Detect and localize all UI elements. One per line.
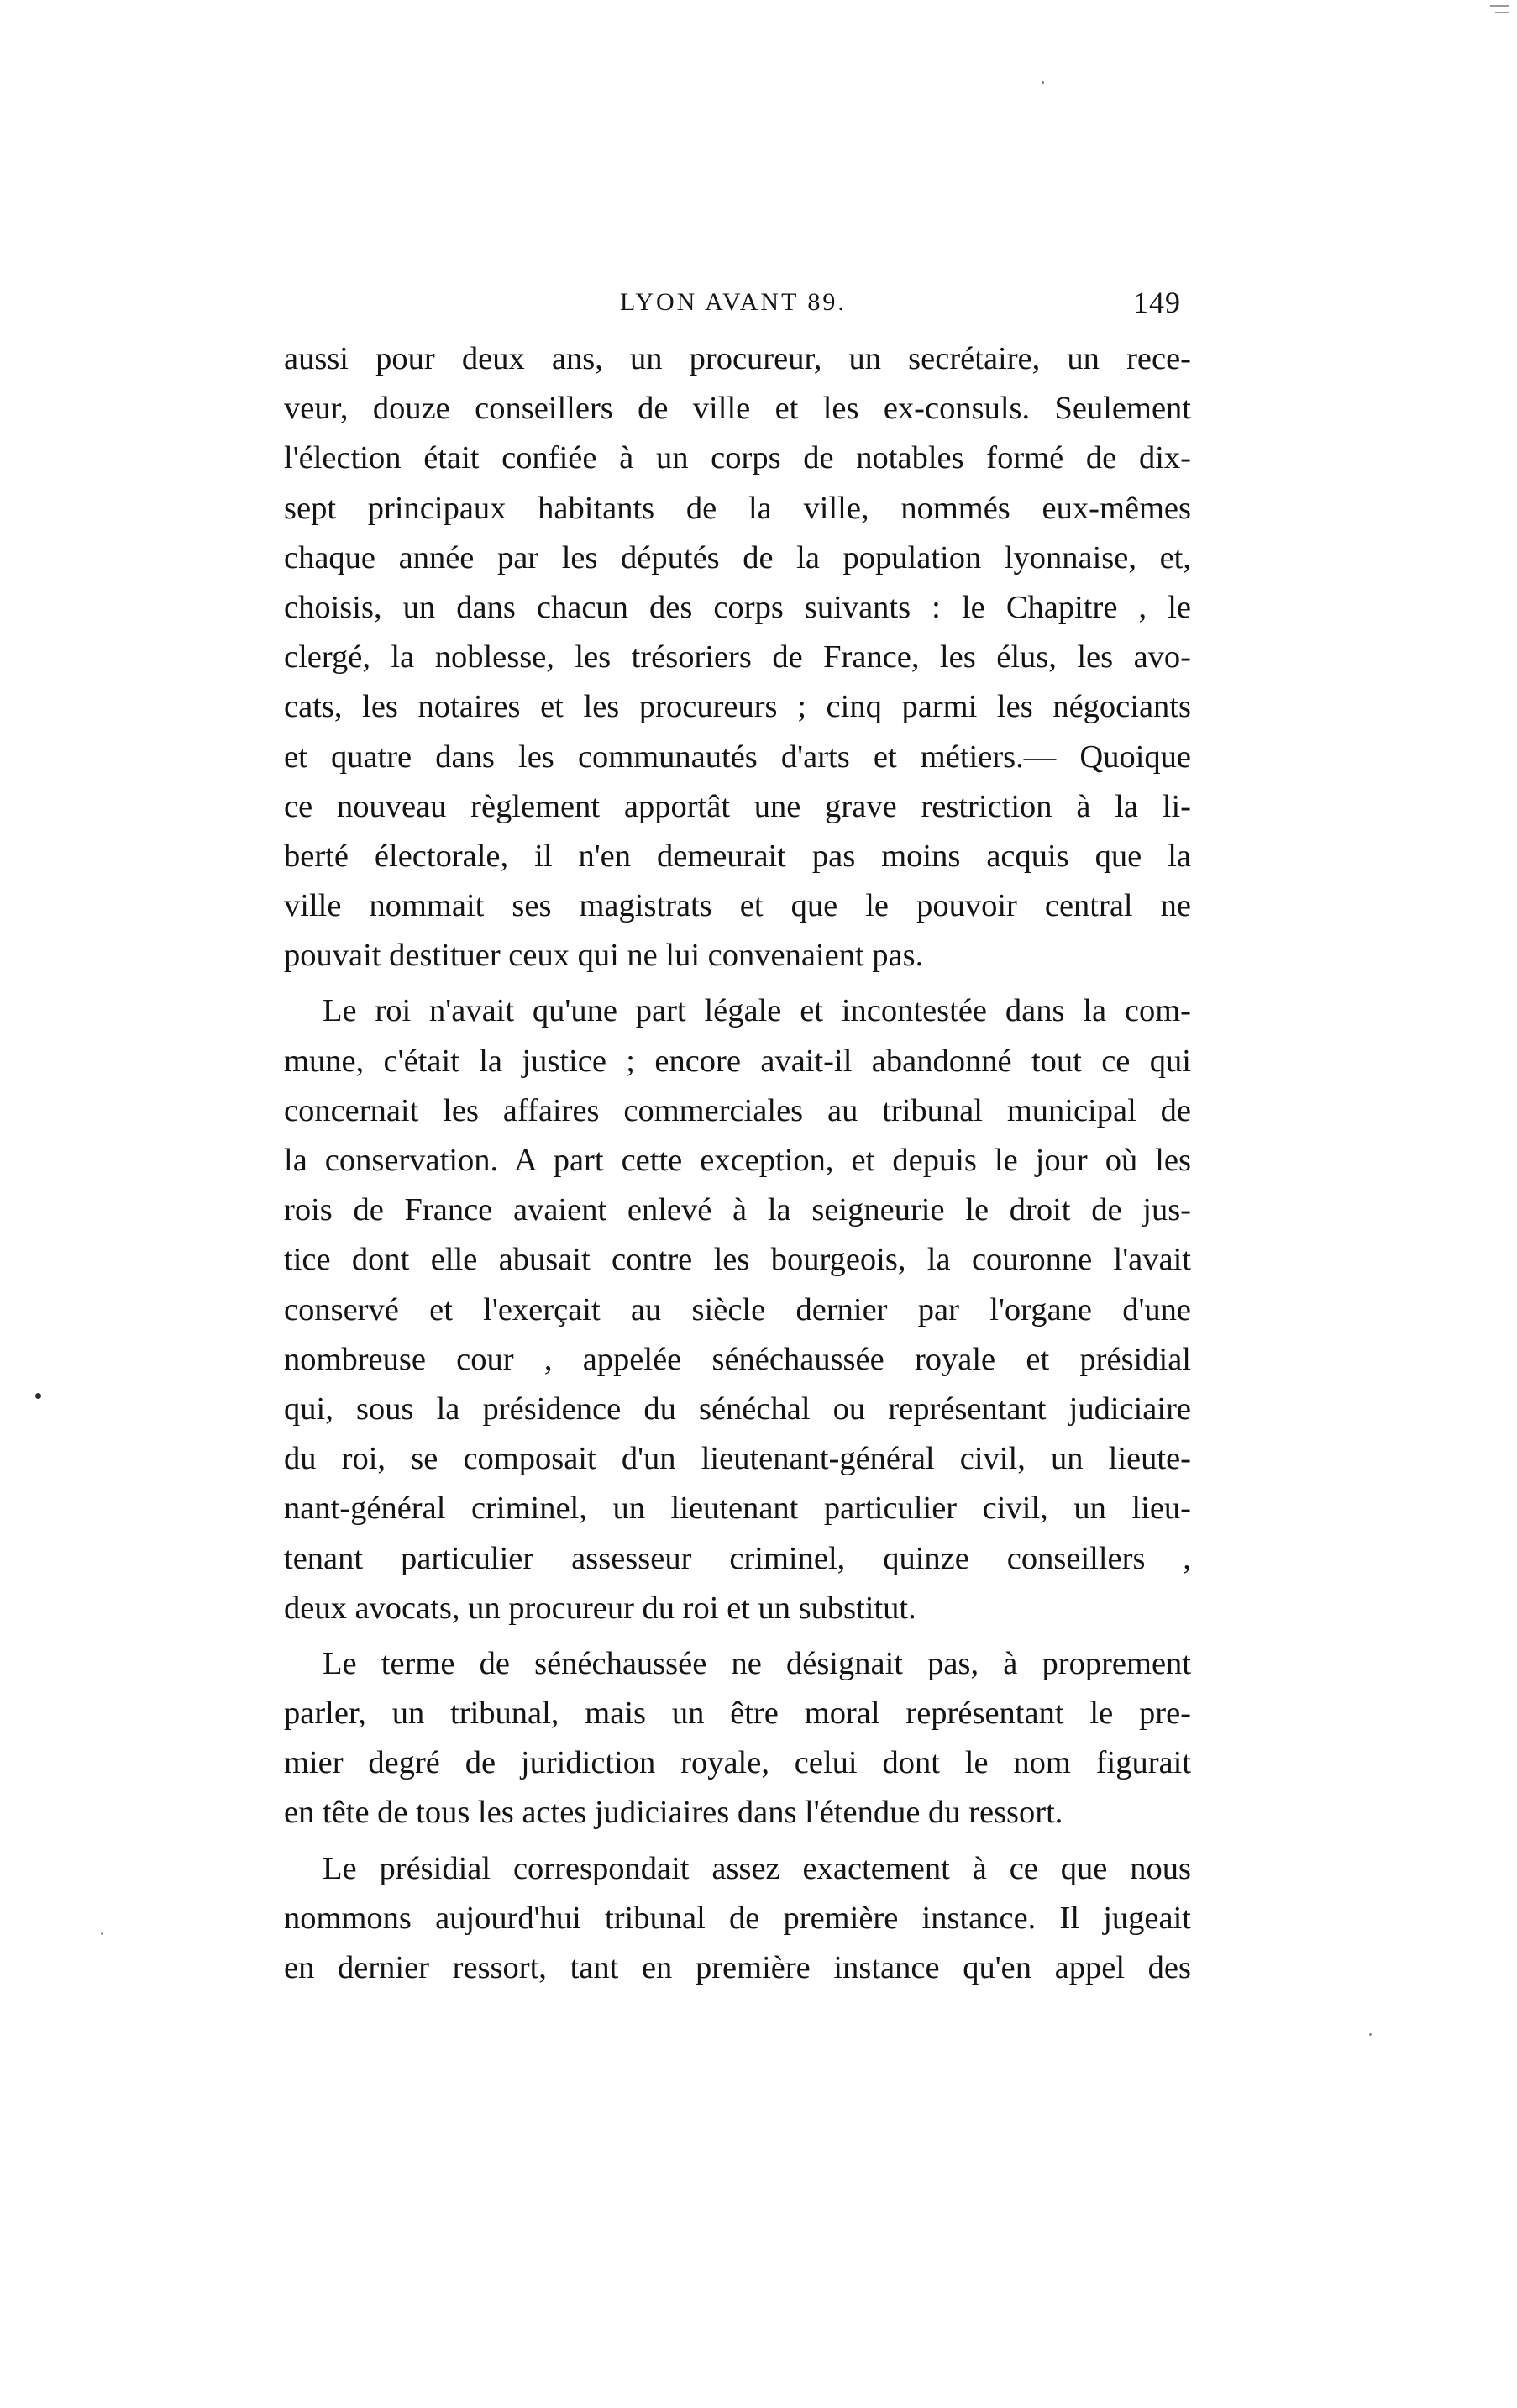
- paragraph-gap: [284, 981, 1191, 986]
- text-line: ce nouveau règlement apportât une grave restriction à la li-: [284, 788, 1191, 824]
- paragraph: [284, 1844, 1191, 1994]
- paragraph: [284, 334, 1191, 981]
- text-line: Le roi n'avait qu'une part légale et incontestée dans la com-: [323, 993, 1191, 1029]
- text-line: choisis, un dans chacun des corps suivants : le Chapitre , le: [284, 589, 1191, 625]
- text-line: en tête de tous les actes judiciaires dans l'étendue du ressort.: [284, 1795, 1063, 1831]
- text-line: parler, un tribunal, mais un être moral représentant le pre-: [284, 1696, 1191, 1732]
- text-line: rois de France avaient enlevé à la seigneurie le droit de jus-: [284, 1192, 1191, 1228]
- text-line: veur, douze conseillers de ville et les ex-consuls. Seulement: [284, 391, 1191, 427]
- ink-speck: [35, 1393, 41, 1399]
- text-line: tenant particulier assesseur criminel, quinze conseillers ,: [284, 1540, 1191, 1576]
- running-head: [284, 277, 1191, 328]
- text-line: et quatre dans les communautés d'arts et métiers.— Quoique: [284, 739, 1191, 775]
- body-text: [284, 334, 1191, 1993]
- paragraph-gap: [284, 1838, 1191, 1844]
- text-line: clergé, la noblesse, les trésoriers de France, les élus, les avo-: [284, 639, 1191, 676]
- text-line: nombreuse cour , appelée sénéchaussée royale et présidial: [284, 1341, 1191, 1377]
- text-line: tice dont elle abusait contre les bourgeois, la couronne l'avait: [284, 1242, 1191, 1278]
- page-edge-marks: [1483, 0, 1517, 34]
- text-line: Le terme de sénéchaussée ne désignait pas, à proprement: [323, 1645, 1191, 1681]
- text-line: ville nommait ses magistrats et que le pouvoir central ne: [284, 888, 1191, 924]
- text-line: deux avocats, un procureur du roi et un substitut.: [284, 1590, 916, 1626]
- text-line: du roi, se composait d'un lieutenant-général civil, un lieute-: [284, 1441, 1191, 1477]
- text-line: la conservation. A part cette exception, et depuis le jour où les: [284, 1143, 1191, 1178]
- running-title: LYON AVANT 89.: [620, 288, 847, 316]
- text-line: concernait les affaires commerciales au tribunal municipal de: [284, 1092, 1191, 1128]
- paragraph: [284, 1639, 1191, 1838]
- text-line: conservé et l'exerçait au siècle dernier par l'organe d'une: [284, 1291, 1191, 1328]
- text-line: Le présidial correspondait assez exactement à ce que nous: [323, 1850, 1191, 1886]
- paragraph-gap: [284, 1633, 1191, 1639]
- text-line: nant-général criminel, un lieutenant particulier civil, un lieu-: [284, 1491, 1191, 1527]
- text-line: aussi pour deux ans, un procureur, un secrétaire, un rece-: [284, 341, 1191, 376]
- text-line: l'élection était confiée à un corps de notables formé de dix-: [284, 440, 1191, 476]
- text-line: sept principaux habitants de la ville, nommés eux-mêmes: [284, 490, 1191, 526]
- text-line: berté électorale, il n'en demeurait pas moins acquis que la: [284, 838, 1191, 874]
- text-line: nommons aujourd'hui tribunal de première instance. Il jugeait: [284, 1900, 1191, 1936]
- text-line: en dernier ressort, tant en première instance qu'en appel des: [284, 1950, 1191, 1985]
- ink-speck: [1369, 2033, 1372, 2036]
- text-line: qui, sous la présidence du sénéchal ou représentant judiciaire: [284, 1391, 1191, 1427]
- ink-speck: [101, 1932, 103, 1935]
- text-line: mier degré de juridiction royale, celui dont le nom figurait: [284, 1745, 1191, 1781]
- page-number: 149: [1133, 286, 1181, 319]
- text-line: mune, c'était la justice ; encore avait-il abandonné tout ce qui: [284, 1043, 1191, 1079]
- text-line: cats, les notaires et les procureurs ; cinq parmi les négociants: [284, 689, 1191, 725]
- text-line: chaque année par les députés de la population lyonnaise, et,: [284, 539, 1191, 576]
- paragraph: [284, 986, 1191, 1632]
- ink-speck: [1042, 81, 1044, 84]
- text-line: pouvait destituer ceux qui ne lui convenaient pas.: [284, 938, 924, 974]
